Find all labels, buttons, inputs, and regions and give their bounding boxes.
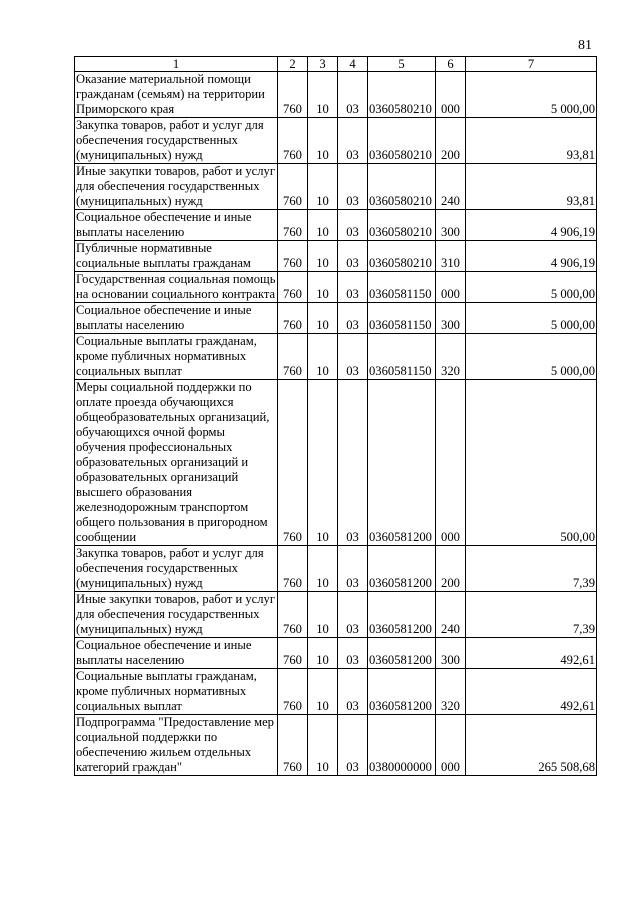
table-row: [75, 164, 597, 210]
row-code-3-cell: 10: [308, 272, 338, 303]
row-code-3-cell: 10: [308, 303, 338, 334]
row-code-5-cell: 0360580210: [368, 72, 436, 118]
row-code-5-cell: 0360580210: [368, 210, 436, 241]
budget-table: [74, 56, 597, 776]
row-code-6-cell: 000: [436, 72, 466, 118]
row-amount-cell: 492,61: [466, 669, 597, 715]
row-name-cell: Иные закупки товаров, работ и услуг для обеспечения государственных (муниципальных) нужд: [75, 592, 278, 638]
row-code-6-cell: 200: [436, 118, 466, 164]
row-name-cell: Социальные выплаты гражданам, кроме публичных нормативных социальных выплат: [75, 334, 278, 380]
table-row: [75, 546, 597, 592]
table-row: [75, 592, 597, 638]
row-name-cell: Социальное обеспечение и иные выплаты населению: [75, 210, 278, 241]
header-cell-3: 3: [308, 57, 338, 72]
row-code-3-cell: 10: [308, 334, 338, 380]
row-code-6-cell: 320: [436, 669, 466, 715]
header-cell-6: 6: [436, 57, 466, 72]
row-code-4-cell: 03: [338, 546, 368, 592]
row-code-4-cell: 03: [338, 592, 368, 638]
row-code-6-cell: 300: [436, 210, 466, 241]
row-code-5-cell: 0360580210: [368, 118, 436, 164]
row-name-cell: Иные закупки товаров, работ и услуг для обеспечения государственных (муниципальных) нужд: [75, 164, 278, 210]
row-code-6-cell: 310: [436, 241, 466, 272]
row-code-2-cell: 760: [278, 72, 308, 118]
table-row: [75, 380, 597, 546]
row-code-4-cell: 03: [338, 303, 368, 334]
row-code-5-cell: 0360581150: [368, 303, 436, 334]
row-amount-cell: 5 000,00: [466, 72, 597, 118]
row-code-5-cell: 0380000000: [368, 715, 436, 776]
row-code-6-cell: 000: [436, 380, 466, 546]
row-name-cell: Закупка товаров, работ и услуг для обеспечения государственных (муниципальных) нужд: [75, 546, 278, 592]
page-number: 81: [578, 38, 592, 53]
row-code-3-cell: 10: [308, 210, 338, 241]
table-header-row: [75, 57, 597, 72]
row-name-cell: Закупка товаров, работ и услуг для обеспечения государственных (муниципальных) нужд: [75, 118, 278, 164]
row-code-6-cell: 300: [436, 303, 466, 334]
table-row: [75, 272, 597, 303]
row-amount-cell: 492,61: [466, 638, 597, 669]
row-code-5-cell: 0360581150: [368, 272, 436, 303]
row-code-2-cell: 760: [278, 303, 308, 334]
row-name-cell: Социальное обеспечение и иные выплаты населению: [75, 638, 278, 669]
row-code-2-cell: 760: [278, 272, 308, 303]
row-code-5-cell: 0360581200: [368, 592, 436, 638]
row-code-2-cell: 760: [278, 380, 308, 546]
row-code-3-cell: 10: [308, 546, 338, 592]
row-code-3-cell: 10: [308, 164, 338, 210]
row-code-6-cell: 240: [436, 164, 466, 210]
row-code-3-cell: 10: [308, 118, 338, 164]
row-code-3-cell: 10: [308, 669, 338, 715]
table-row: [75, 669, 597, 715]
row-code-3-cell: 10: [308, 72, 338, 118]
row-code-4-cell: 03: [338, 241, 368, 272]
row-name-cell: Социальное обеспечение и иные выплаты населению: [75, 303, 278, 334]
row-code-2-cell: 760: [278, 210, 308, 241]
row-code-6-cell: 320: [436, 334, 466, 380]
row-code-4-cell: 03: [338, 210, 368, 241]
row-code-5-cell: 0360580210: [368, 164, 436, 210]
row-code-2-cell: 760: [278, 118, 308, 164]
row-amount-cell: 4 906,19: [466, 210, 597, 241]
row-code-2-cell: 760: [278, 638, 308, 669]
table-row: [75, 303, 597, 334]
row-code-6-cell: 000: [436, 715, 466, 776]
row-name-cell: Государственная социальная помощь на основании социального контракта: [75, 272, 278, 303]
row-code-3-cell: 10: [308, 715, 338, 776]
row-code-4-cell: 03: [338, 380, 368, 546]
row-amount-cell: 265 508,68: [466, 715, 597, 776]
row-code-2-cell: 760: [278, 715, 308, 776]
table-row: [75, 118, 597, 164]
row-code-2-cell: 760: [278, 546, 308, 592]
row-code-4-cell: 03: [338, 334, 368, 380]
row-code-5-cell: 0360581200: [368, 546, 436, 592]
row-code-4-cell: 03: [338, 118, 368, 164]
row-code-4-cell: 03: [338, 715, 368, 776]
row-amount-cell: 4 906,19: [466, 241, 597, 272]
row-code-2-cell: 760: [278, 334, 308, 380]
row-code-4-cell: 03: [338, 164, 368, 210]
table-row: [75, 334, 597, 380]
table-row: [75, 210, 597, 241]
row-amount-cell: 500,00: [466, 380, 597, 546]
row-name-cell: Подпрограмма "Предоставление мер социальной поддержки по обеспечению жильем отдельных категорий граждан": [75, 715, 278, 776]
header-cell-4: 4: [338, 57, 368, 72]
row-code-3-cell: 10: [308, 380, 338, 546]
row-code-4-cell: 03: [338, 669, 368, 715]
row-code-3-cell: 10: [308, 592, 338, 638]
row-code-3-cell: 10: [308, 241, 338, 272]
row-code-5-cell: 0360581200: [368, 669, 436, 715]
header-cell-7: 7: [466, 57, 597, 72]
header-cell-2: 2: [278, 57, 308, 72]
row-code-5-cell: 0360580210: [368, 241, 436, 272]
table-row: [75, 638, 597, 669]
row-code-6-cell: 000: [436, 272, 466, 303]
row-amount-cell: 93,81: [466, 118, 597, 164]
row-code-5-cell: 0360581200: [368, 380, 436, 546]
table-row: [75, 72, 597, 118]
row-amount-cell: 5 000,00: [466, 272, 597, 303]
row-code-6-cell: 200: [436, 546, 466, 592]
row-amount-cell: 7,39: [466, 546, 597, 592]
row-code-3-cell: 10: [308, 638, 338, 669]
row-code-2-cell: 760: [278, 669, 308, 715]
row-code-4-cell: 03: [338, 272, 368, 303]
row-code-2-cell: 760: [278, 164, 308, 210]
row-amount-cell: 93,81: [466, 164, 597, 210]
header-cell-1: 1: [75, 57, 278, 72]
row-amount-cell: 7,39: [466, 592, 597, 638]
row-code-6-cell: 300: [436, 638, 466, 669]
row-name-cell: Оказание материальной помощи гражданам (семьям) на территории Приморского края: [75, 72, 278, 118]
table-row: [75, 715, 597, 776]
row-code-5-cell: 0360581150: [368, 334, 436, 380]
row-code-2-cell: 760: [278, 592, 308, 638]
header-cell-5: 5: [368, 57, 436, 72]
row-code-4-cell: 03: [338, 638, 368, 669]
table-row: [75, 241, 597, 272]
row-code-6-cell: 240: [436, 592, 466, 638]
row-code-2-cell: 760: [278, 241, 308, 272]
row-name-cell: Публичные нормативные социальные выплаты гражданам: [75, 241, 278, 272]
row-code-4-cell: 03: [338, 72, 368, 118]
row-amount-cell: 5 000,00: [466, 334, 597, 380]
row-code-5-cell: 0360581200: [368, 638, 436, 669]
row-amount-cell: 5 000,00: [466, 303, 597, 334]
row-name-cell: Социальные выплаты гражданам, кроме публичных нормативных социальных выплат: [75, 669, 278, 715]
row-name-cell: Меры социальной поддержки по оплате проезда обучающихся общеобразовательных организаций, обучающихся очной формы обучения профессиональных образовательных организаций и образовательных организаций высшего образования железнодорожным транспортом общего пользования в пригородном сообщении: [75, 380, 278, 546]
